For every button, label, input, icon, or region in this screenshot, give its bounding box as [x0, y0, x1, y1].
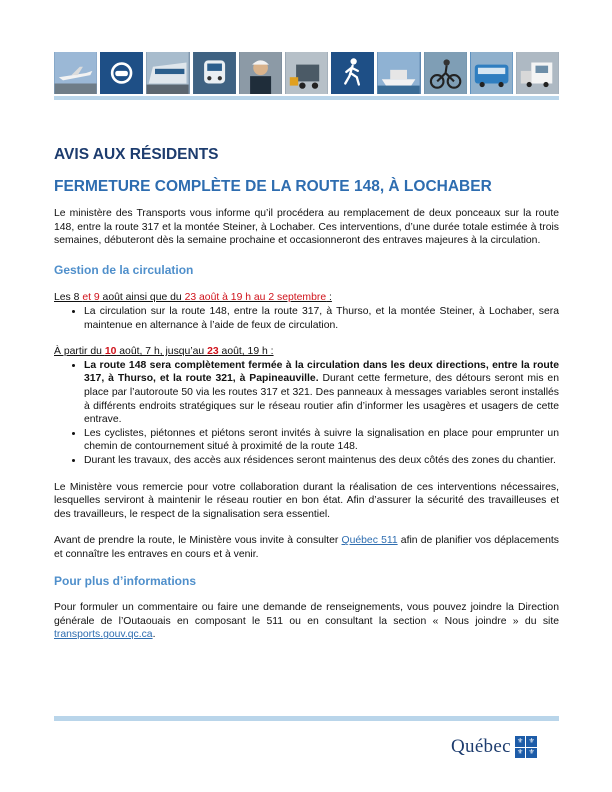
- truck-icon: [516, 52, 559, 94]
- roadsign-icon: [100, 52, 143, 94]
- intro-paragraph: Le ministère des Transports vous informe qu’il procédera au remplacement de deux ponceaux sur la route 148, entre la route 317 et la montée Steiner, à Lochaber. Ces interventions, d’une durée totale estimée à trois semaines, débuteront dès la semaine prochaine et occasionneront des entraves majeures à la circulation.: [54, 208, 559, 247]
- consult-text-b: afin de planifier vos déplacements et connaître les entraves en cours et à venir.: [54, 535, 559, 560]
- cyclist-icon: [424, 52, 467, 94]
- train-icon: [146, 52, 189, 94]
- snowplow-icon: [285, 52, 328, 94]
- period1-text-c: août ainsi que du: [99, 292, 185, 304]
- header-rule: [54, 96, 559, 100]
- period2-date-end: 23: [207, 346, 219, 358]
- worker-icon: [239, 52, 282, 94]
- period1-list: [54, 305, 559, 332]
- list-item: [84, 359, 559, 427]
- quebec-logo: [451, 736, 537, 758]
- period2-list: [54, 359, 559, 468]
- quebec-wordmark: Québec: [451, 736, 511, 757]
- period2-date-start: 10: [104, 346, 117, 358]
- contact-text-b: .: [152, 629, 156, 641]
- list-item: • La circulation sur la route 148, entre la route 317, à Thurso, et la montée Steiner, à Lochaber, sera maintenue en alternance à l’aide de feux de circulation.: [84, 305, 559, 332]
- period1-text-a: Les 8: [54, 292, 83, 304]
- list-item: • Les cyclistes, piétonnes et piétons seront invités à suivre la signalisation en place pour emprunter un chemin de contournement situé à proximité de la route 148.: [84, 427, 559, 454]
- period2-heading: [54, 345, 559, 359]
- bus-icon: [470, 52, 513, 94]
- contact-paragraph: [54, 601, 559, 642]
- period1-date-range: 23 août à 19 h au 2 septembre: [184, 292, 327, 304]
- airplane-icon: [54, 52, 97, 94]
- closure-statement: La route 148 sera complètement fermée à la circulation dans les deux directions, entre la route 317, à Thurso, et la route 321, à Papineauville.: [84, 359, 559, 385]
- list-item: • Durant les travaux, des accès aux résidences seront maintenus des deux côtés des zones du chantier.: [84, 454, 559, 468]
- page-title: AVIS AUX RÉSIDENTS: [54, 146, 219, 163]
- page-subtitle: FERMETURE COMPLÈTE DE LA ROUTE 148, À LOCHABER: [54, 178, 492, 195]
- period2-text-c: août, 7 h, jusqu’au: [116, 346, 208, 358]
- period2-text-a: À partir du: [54, 346, 105, 358]
- consult-text-a: Avant de prendre la route, le Ministère vous invite à consulter: [54, 535, 342, 547]
- section-heading-traffic: Gestion de la circulation: [54, 262, 194, 277]
- pedestrian-icon: [331, 52, 374, 94]
- thanks-paragraph: Le Ministère vous remercie pour votre collaboration durant la réalisation de ces interventions nécessaires, lesquelles serviront à maintenir le réseau routier en bon état. Afin d’assurer la sécurité des travailleuses et des travailleurs, le respect de la signalisation sera essentiel.: [54, 481, 559, 520]
- closure-details: Durant cette fermeture, des détours seront mis en place par l’autoroute 50 via les routes 317 et 321. Des panneaux à messages variables seront installés à différents endroits stratégiques sur le réseau routier afin d’informer les usagères et usagers de cette entrave.: [84, 373, 559, 426]
- consult-paragraph: [54, 534, 559, 561]
- period1-date-9: et 9: [82, 292, 100, 304]
- rail-icon: [193, 52, 236, 94]
- transports-site-link[interactable]: transports.gouv.qc.ca: [54, 629, 153, 641]
- footer-rule: [54, 716, 559, 721]
- contact-text-a: Pour formuler un commentaire ou faire une demande de renseignements, vous pouvez joindre la Direction générale de l’Outaouais en composant le 511 ou en consultant la section « Nous joindre » du site: [54, 602, 559, 627]
- period2-text-e: août, 19 h :: [218, 346, 274, 358]
- photo-banner: [54, 52, 559, 94]
- fleur-de-lis-flag-icon: ⚜ ⚜ ⚜ ⚜: [515, 736, 537, 758]
- notice-body: [54, 207, 559, 642]
- section-heading-info: Pour plus d’informations: [54, 574, 197, 589]
- period1-heading: [54, 291, 559, 305]
- ferry-icon: [377, 52, 420, 94]
- period1-text-e: :: [326, 292, 332, 304]
- quebec511-link[interactable]: Québec 511: [341, 535, 398, 547]
